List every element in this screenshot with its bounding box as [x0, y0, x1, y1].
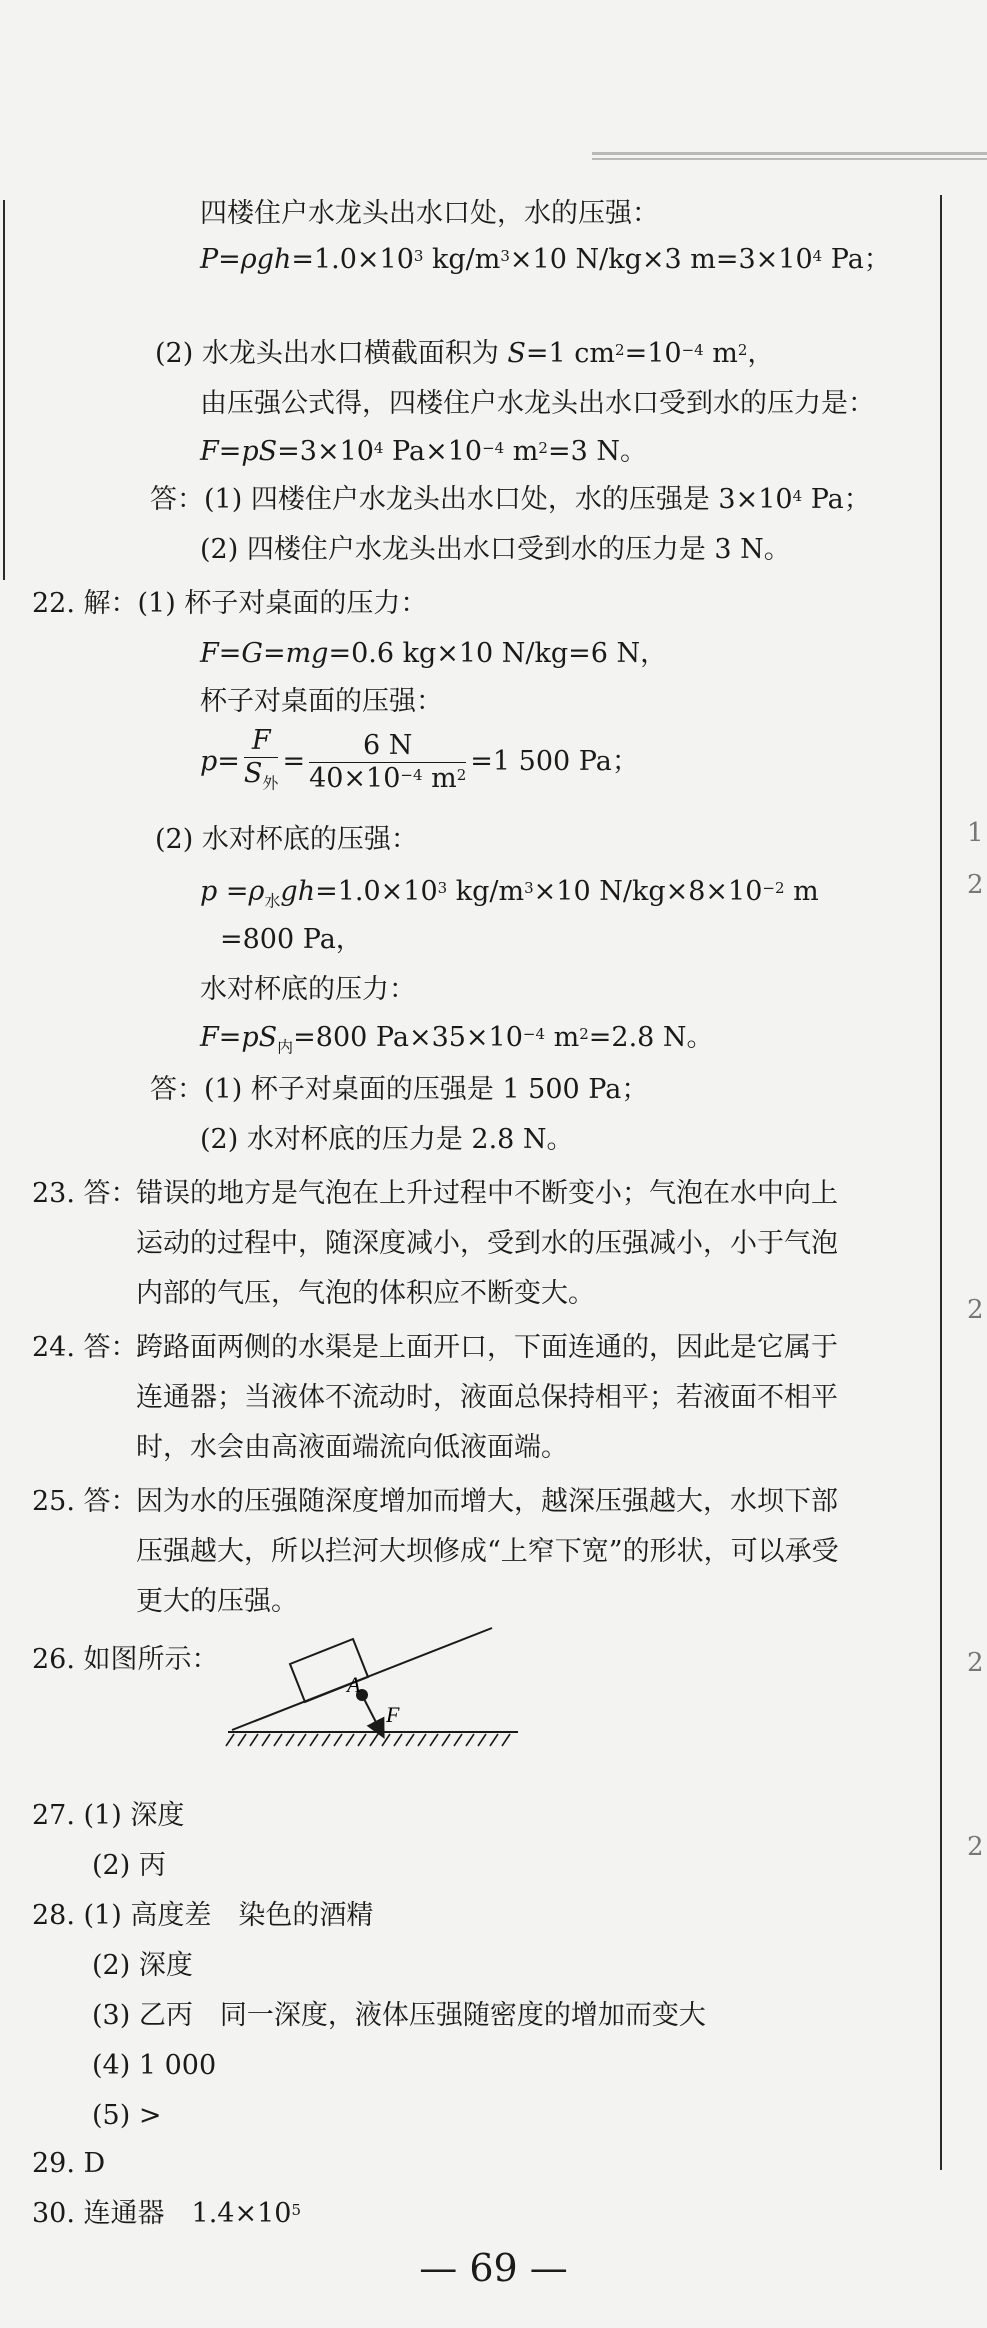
text-line: 运动的过程中，随深度减小，受到水的压强减小，小于气泡 [136, 1228, 838, 1259]
text-line: 压强越大，所以拦河大坝修成“上窄下宽”的形状，可以承受 [136, 1536, 839, 1567]
text-line: 四楼住户水龙头出水口处，水的压强： [200, 198, 659, 229]
fraction: $\frac{6 N}{40\times 10^{-4} m^2}$ [309, 730, 467, 794]
question-25-label: 25. 答： [32, 1486, 138, 1517]
margin-fragment: 2 [967, 1832, 984, 1862]
text-line: 连通器；当液体不流动时，液面总保持相平；若液面不相平 [136, 1382, 838, 1413]
label-a: A [347, 1672, 361, 1697]
margin-fragment: 2 [967, 1295, 984, 1325]
question-29: 29. D [32, 2148, 106, 2179]
text-line: 因为水的压强随深度增加而增大，越深压强越大，水坝下部 [136, 1486, 838, 1517]
text-line: (2) 四楼住户水龙头出水口受到水的压力是 3 N。 [200, 534, 791, 565]
question-27: 27. (1) 深度 [32, 1800, 185, 1831]
page-number: — 69 — [419, 2246, 568, 2290]
text-line: (5) > [92, 2100, 162, 2131]
text-line: (3) 乙丙 同一深度，液体压强随密度的增加而变大 [92, 2000, 706, 2031]
text-line: 跨路面两侧的水渠是上面开口，下面连通的，因此是它属于 [136, 1332, 838, 1363]
text-line: 错误的地方是气泡在上升过程中不断变小；气泡在水中向上 [136, 1178, 838, 1209]
header-rule-top [592, 152, 987, 155]
margin-fragment: 1 [967, 818, 984, 848]
margin-fragment: 2 [967, 870, 984, 900]
text-line: 水对杯底的压力： [200, 974, 416, 1005]
incline-figure [220, 1620, 520, 1760]
text-line: 内部的气压，气泡的体积应不断变大。 [136, 1278, 595, 1309]
formula-line: =800 Pa， [220, 924, 363, 955]
question-24-label: 24. 答： [32, 1332, 138, 1363]
question-22: 22. 解：(1) 杯子对桌面的压力： [32, 588, 428, 619]
force-arrow [362, 1695, 380, 1730]
text-line: (4) 1 000 [92, 2050, 217, 2081]
left-margin-rule [3, 200, 5, 580]
fraction: $\frac{F}{S_外}$ [243, 725, 279, 793]
formula-line: F=G=mg=0.6 kg×10 N/kg=6 N， [200, 638, 668, 669]
header-rule-bottom [592, 158, 987, 160]
formula-fraction-line: p= $\frac{F}{S_外}$ = $\frac{6 N}{40\times 10^{-4} m^2}$ =1 500 Pa； [200, 722, 639, 802]
text-line: (2) 丙 [92, 1850, 166, 1881]
text-line: 答：(1) 杯子对桌面的压强是 1 500 Pa； [150, 1074, 649, 1105]
text-line: 更大的压强。 [136, 1586, 298, 1617]
question-26: 26. 如图所示： [32, 1644, 219, 1675]
question-23-label: 23. 答： [32, 1178, 138, 1209]
text-line: (2) 水对杯底的压力是 2.8 N。 [200, 1124, 574, 1155]
text-line: 由压强公式得，四楼住户水龙头出水口受到水的压力是： [200, 388, 875, 419]
formula-line: $F=pS=3\times 10^4$ $Pa\times 10^{-4}$ $m^2=3$ N。 [200, 436, 647, 467]
text-line: 答：(1) 四楼住户水龙头出水口处，水的压强是 $3\times 10^4$ Pa； [150, 484, 871, 515]
column-divider [940, 195, 942, 2170]
text-line: 时，水会由高液面端流向低液面端。 [136, 1432, 568, 1463]
formula-line: $p =\rho_水gh=1.0\times 10^3$ $kg/m^3\times 10$ $N/kg\times 8\times 10^{-2}$ m [200, 876, 819, 911]
question-30: 30. 连通器 $1.4\times 10^5$ [32, 2198, 301, 2229]
ground-hatching [226, 1734, 510, 1746]
formula-line: $P=\rho gh=1.0\times 10^3$ $kg/m^3\times 10$ N/kg×3 $m=3\times 10^4$ Pa； [200, 244, 891, 275]
margin-fragment: 2 [967, 1648, 984, 1678]
question-28: 28. (1) 高度差 染色的酒精 [32, 1900, 374, 1931]
text-line: (2) 水对杯底的压强： [155, 824, 418, 855]
text-line: (2) 深度 [92, 1950, 193, 1981]
formula-line: $F=pS_内=800$ $Pa\times 35\times 10^{-4}$ $m^2=2.8$ N。 [200, 1022, 714, 1057]
text-line: (2) 水龙头出水口横截面积为 S=1 $cm^2=10^{-4}$ $m^2$， [155, 338, 775, 369]
label-f: F [386, 1702, 400, 1727]
text-line: 杯子对桌面的压强： [200, 686, 443, 717]
